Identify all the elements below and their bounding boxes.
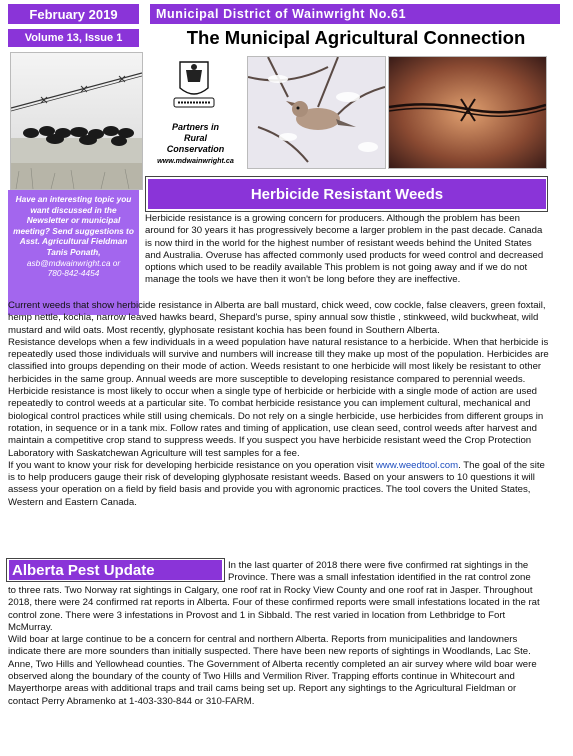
weedtool-link[interactable]: www.weedtool.com: [375, 459, 459, 471]
pest-heading: Alberta Pest Update: [9, 560, 222, 580]
district-name: Municipal District of Wainwright No.61: [150, 4, 560, 24]
issue-volume: Volume 13, Issue 1: [8, 29, 139, 47]
cattle-field-photo: [10, 52, 143, 190]
herbicide-heading: Herbicide Resistant Weeds: [148, 179, 546, 209]
md-wainwright-logo: [170, 58, 218, 114]
pest-paragraph-2: Wild boar at large continue to be a concern for central and northern Alberta. Reports from municipalities and landowners indicate there are more sounders than initially suspected. There have been new reports of sightings in Woodlands, Lac Ste. Anne, Two Hills and Yellowhead counties. The Government of Alberta recently completed an air survey where wild boar were observed along the boundary of the county of Two Hills and Vermilion River. Trapping efforts continue in Whitecourt and Mayerthorpe areas with additional traps and trail cams being set up. Report any sightings to the Agricultural Fieldman or contact Perry Abramenko at 1-403-330-844 or 310-FARM.: [8, 634, 537, 707]
sidebar-suggestion-note: [8, 190, 139, 315]
partner-line-3: Conservation: [166, 144, 225, 154]
herbicide-paragraph-1b: Current weeds that show herbicide resistance in Alberta are ball mustard, chick weed, cow cockle, false cleavers, green foxtail, hemp nettle, kochia, narrow leaved hawks beard, Shepard's purse, spiny annual sow thistle , stinkweed, wild buckwheat, wild mustard and wild oats. Most recently, glyphosate resistant kochia has been found in Southern Alberta.: [8, 300, 546, 336]
sidebar-note-text: Have an interesting topic you want discussed in the Newsletter or municipal meeting? Send suggestions to Asst. Agricultural Fieldman Tanis Ponath,: [13, 194, 134, 257]
pest-paragraph-1a: In the last quarter of 2018 there were five confirmed rat sightings in the Province. There was a small infestation identified in the rat control zone: [228, 560, 531, 584]
website-url[interactable]: www.mdwainwright.ca: [157, 156, 234, 165]
issue-date: February 2019: [8, 4, 139, 24]
herbicide-body: [8, 300, 549, 509]
partner-tagline: [148, 122, 243, 166]
pest-intro-upper: [228, 560, 548, 585]
waxwing-bird-photo: [247, 56, 386, 169]
herbicide-p3-start: If you want to know your risk for developing herbicide resistance on you operation visit: [8, 459, 376, 471]
partner-line-1: Partners in: [171, 122, 220, 132]
herbicide-paragraph-1a: Herbicide resistance is a growing concern for producers. Although the problem has been around for 30 years it has progressively become a larger problem in the past decade. Canada is now third in the world for the highest number of resistant weeds behind the United States and Australia. Overuse has affected commonly used products for weed control and decreased options which used to be readily available This problem is not going away and if we do not manage the tools we have then it won't be long before they are ineffective.: [145, 213, 544, 286]
barbed-wire-photo: [388, 56, 547, 169]
herbicide-p3-end: . The goal of the site is to help producers gauge their risk of developing glyphosate resistant weeds. Based on your answers to 10 questions it will assess your operation on a field by field basis and provide you with agronomic practices. The tool covers the United States, Western and Eastern Canada.: [8, 459, 545, 508]
herbicide-paragraph-2: Resistance develops when a few individuals in a weed population have natural resistance to a herbicide. When that herbicide is repeatedly used those individuals will survive and numbers will increase till they make up most of the population. Herbicides are classified into groups depending on their mode of action. Weeds resistant to one herbicide will most likely be resistant to other herbicides in the same group. Annual weeds are more susceptible to developing resistance compared to perennial weeds. Herbicide resistance is most likely to occur when a single type of herbicide or herbicide with a single mode of action are used repeatedly to control weeds at a particular site. To combat herbicide resistance you can implement cultural, mechanical and biological control practices while still using chemicals. Do not rely on a single herbicide, use herbicides from different groups in rotation, in sequence or in a tank mix. Follow rates and timing of application, use clean seed, control weeds after harvest and maintain a competitive crop stand to suppress weeds. If you suspect you have herbicide resistant weed the Crop Protection Laboratory with Saskatchewan Agriculture will test samples for a fee.: [8, 336, 549, 459]
partner-line-2: Rural: [183, 133, 207, 143]
herbicide-paragraph-3: [8, 460, 549, 509]
sidebar-phone: 780-842-4454: [47, 268, 100, 279]
herbicide-intro-upper: [145, 213, 549, 300]
pest-body: [8, 585, 549, 708]
sidebar-email[interactable]: asb@mdwainwright.ca or: [26, 257, 121, 268]
newsletter-title: The Municipal Agricultural Connection: [186, 27, 526, 48]
pest-paragraph-1b: to three rats. Two Norway rat sightings in Calgary, one roof rat in Rocky View County and one roof rat in Jasper. Throughout 2018, there were 24 confirmed rat reports in Alberta. Four of these confirmed reports were small infestations located in the rat control zone. There were 3 infestations in Provost and 1 in Sibbald. The rest varied in location from Lethbridge to Fort McMurray.: [8, 585, 540, 633]
